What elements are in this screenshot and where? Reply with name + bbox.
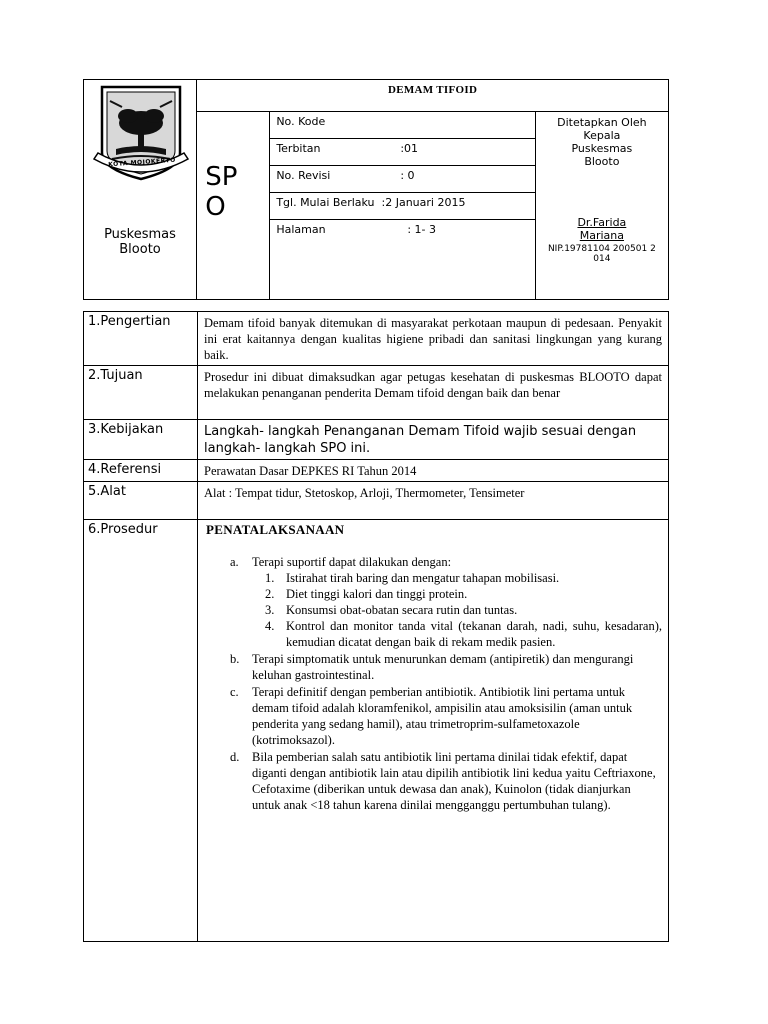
sub-list-item <box>252 570 662 586</box>
sub-list-item <box>252 602 662 618</box>
sub-list-marker: 3. <box>265 603 275 617</box>
sub-list-item <box>252 618 662 650</box>
meta-label: Terbitan <box>276 142 321 155</box>
meta-label: Tgl. Mulai Berlaku <box>276 196 375 209</box>
list-marker: c. <box>230 685 239 699</box>
sub-list-marker: 4. <box>265 619 275 633</box>
row-alat <box>84 482 669 520</box>
list-marker: d. <box>230 750 240 764</box>
row-tujuan <box>84 366 669 420</box>
list-item <box>204 651 662 683</box>
text-referensi: Perawatan Dasar DEPKES RI Tahun 2014 <box>198 460 669 482</box>
list-item-text: Terapi simptomatik untuk menurunkan demam (antipiretik) dan mengurangi keluhan gastrointestinal. <box>252 652 634 682</box>
sub-list-marker: 2. <box>265 587 275 601</box>
authority-cell <box>535 112 668 300</box>
list-item <box>204 554 662 650</box>
label-kebijakan: 3.Kebijakan <box>84 420 198 460</box>
authority-line3: Puskesmas <box>571 142 633 155</box>
spo-cell <box>197 112 270 300</box>
procedure-cell <box>198 520 669 942</box>
shield-logo-icon <box>92 83 190 185</box>
label-prosedur: 6.Prosedur <box>84 520 198 942</box>
list-item-text: Terapi suportif dapat dilakukan dengan: <box>252 555 452 569</box>
meta-row-terbitan <box>270 139 535 166</box>
org-name: Puskesmas Blooto <box>104 227 176 257</box>
meta-value: :2 Januari 2015 <box>381 196 466 209</box>
text-kebijakan: Langkah- langkah Penanganan Demam Tifoid wajib sesuai dengan langkah- langkah SPO ini. <box>198 420 669 460</box>
label-pengertian: 1.Pengertian <box>84 312 198 366</box>
meta-label: No. Kode <box>276 115 326 128</box>
meta-row-kode <box>270 112 535 139</box>
label-alat: 5.Alat <box>84 482 198 520</box>
logo-cell <box>84 80 197 300</box>
text-alat: Alat : Tempat tidur, Stetoskop, Arloji, Thermometer, Tensimeter <box>198 482 669 520</box>
logo-emblem <box>92 83 190 188</box>
list-item <box>204 684 662 748</box>
signer-nip: NIP.19781104 200501 2 014 <box>547 244 656 264</box>
list-marker: a. <box>230 555 239 569</box>
sub-list-item-text: Diet tinggi kalori dan tinggi protein. <box>286 587 468 601</box>
authority-line2: Kepala <box>583 129 621 142</box>
procedure-heading: PENATALAKSANAAN <box>206 522 345 537</box>
label-referensi: 4.Referensi <box>84 460 198 482</box>
logo-lettering: KOTA MOJOKERTO <box>108 156 176 169</box>
row-kebijakan <box>84 420 669 460</box>
content-table <box>83 311 669 942</box>
signer-name: Dr.Farida Mariana <box>577 216 627 242</box>
meta-row-halaman <box>270 220 535 300</box>
list-marker: b. <box>230 652 240 666</box>
meta-row-revisi <box>270 166 535 193</box>
spo-label: SPO <box>205 162 238 222</box>
authority-line4: Blooto <box>584 155 620 168</box>
sub-list-item-text: Kontrol dan monitor tanda vital (tekanan darah, nadi, suhu, kesadaran), kemudian dicatat dengan baik di rekam medik pasien. <box>286 619 662 649</box>
list-item-text: Terapi definitif dengan pemberian antibiotik. Antibiotik lini pertama untuk demam tifoid adalah kloramfenikol, ampisilin atau amoksisilin (aman untuk penderita yang sedang hamil), atau trimetroprim-sulfametoxazole (kotrimoksazol). <box>252 685 633 747</box>
sub-list-item <box>252 586 662 602</box>
meta-value: : 0 <box>400 169 415 182</box>
meta-label: No. Revisi <box>276 169 331 182</box>
header-table <box>83 79 669 300</box>
sub-list-marker: 1. <box>265 571 275 585</box>
sub-list-item-text: Istirahat tirah baring dan mengatur tahapan mobilisasi. <box>286 571 560 585</box>
sub-list-item-text: Konsumsi obat-obatan secara rutin dan tuntas. <box>286 603 518 617</box>
text-pengertian: Demam tifoid banyak ditemukan di masyarakat perkotaan maupun di pedesaan. Penyakit ini erat kaitannya dengan kualitas higiene pribadi dan sanitasi lingkungan yang kurang baik. <box>198 312 669 366</box>
list-item-text: Bila pemberian salah satu antibiotik lini pertama dinilai tidak efektif, dapat diganti dengan antibiotik lain atau dipilih antibiotik lini kedua yaitu Ceftriaxone, Cefotaxime (diberikan untuk dewasa dan anak), Kuinolon (tidak dianjurkan untuk anak <18 tahun karena dinilai mengganggu pertumbuhan tulang). <box>252 750 656 812</box>
meta-value: :01 <box>400 142 419 155</box>
list-item <box>204 749 662 813</box>
authority-line1: Ditetapkan Oleh <box>557 116 647 129</box>
meta-label: Halaman <box>276 223 326 236</box>
meta-value: : 1- 3 <box>407 223 436 236</box>
row-pengertian <box>84 312 669 366</box>
label-tujuan: 2.Tujuan <box>84 366 198 420</box>
text-tujuan: Prosedur ini dibuat dimaksudkan agar petugas kesehatan di puskesmas BLOOTO dapat melakukan penanganan penderita Demam tifoid dengan baik dan benar <box>198 366 669 420</box>
row-prosedur <box>84 520 669 942</box>
document-title: DEMAM TIFOID <box>197 80 669 112</box>
meta-row-tgl <box>270 193 535 220</box>
row-referensi <box>84 460 669 482</box>
